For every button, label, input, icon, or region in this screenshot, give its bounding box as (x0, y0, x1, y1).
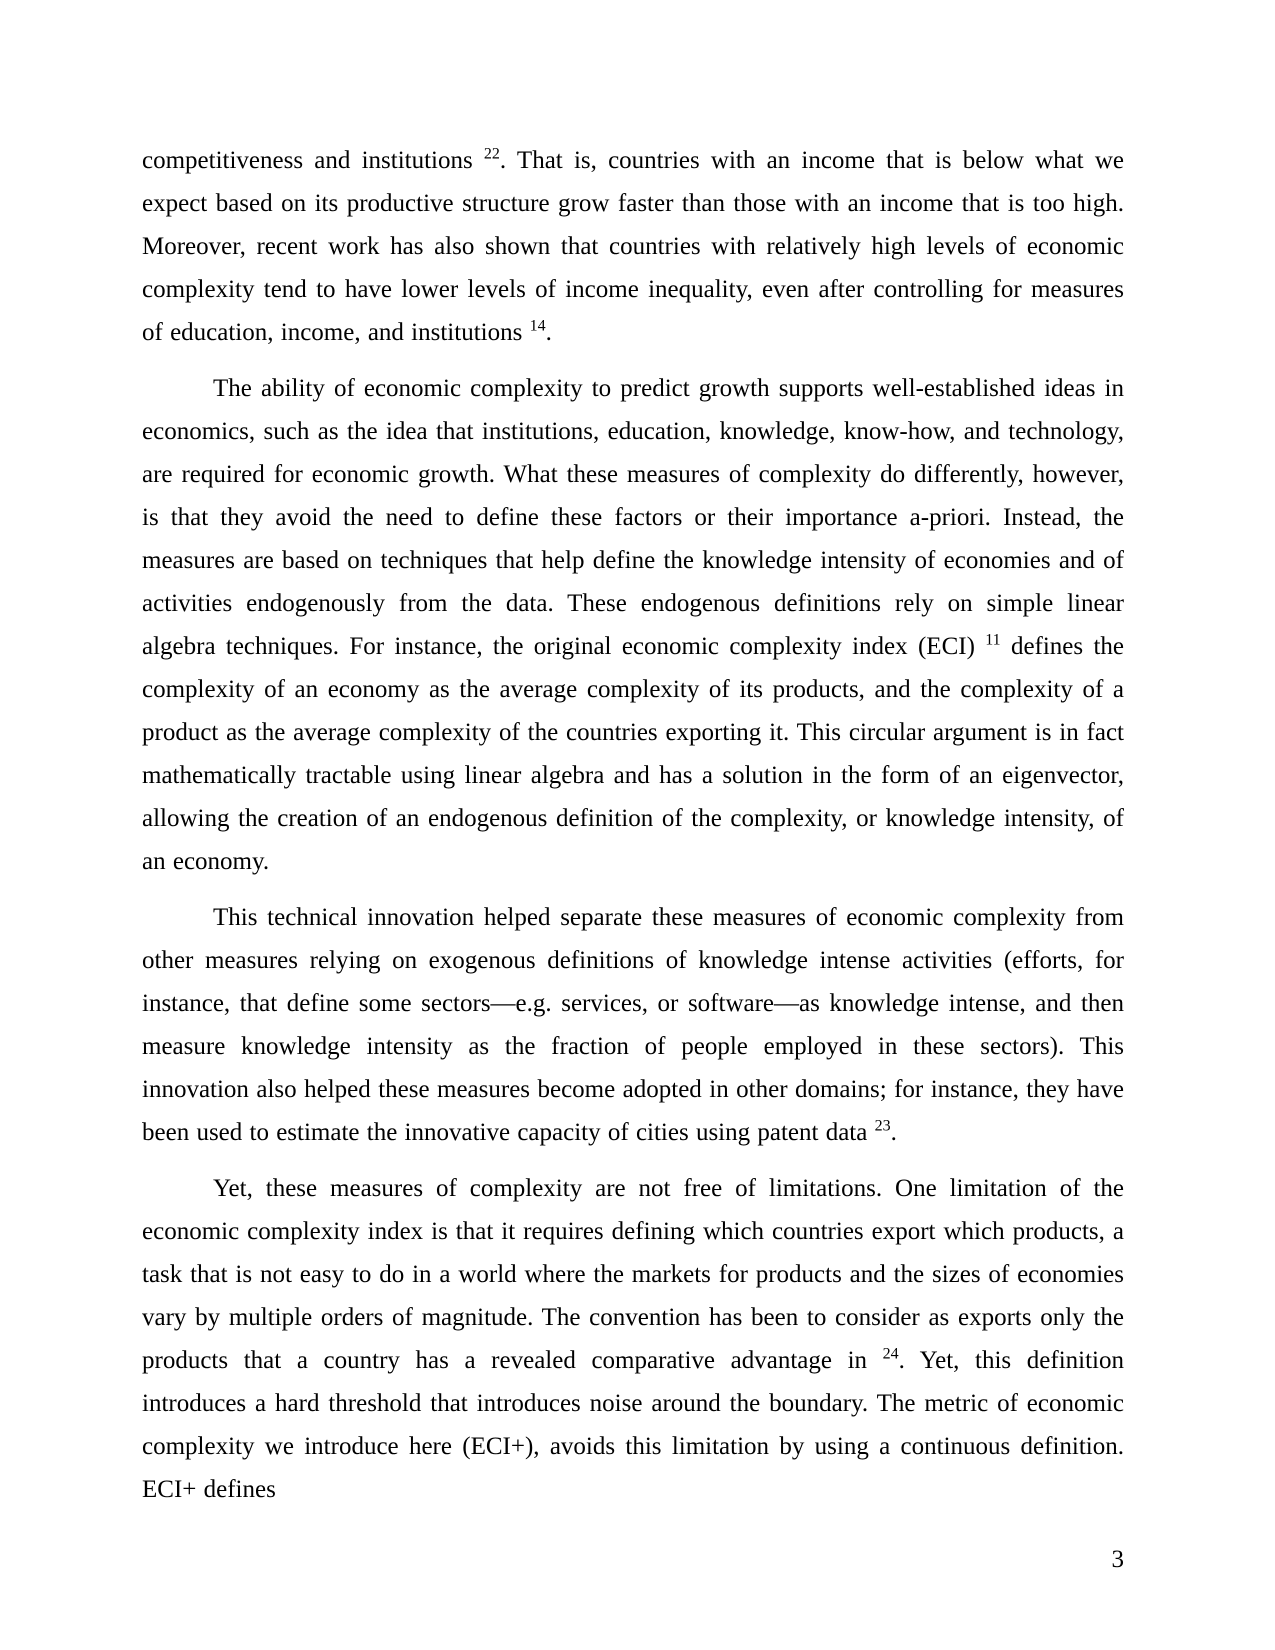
citation-ref: 11 (985, 631, 1001, 649)
citation-ref: 22 (483, 145, 500, 163)
page-footer (142, 1538, 1124, 1581)
text-segment: Yet, these measures of complexity are not free of limitations. One limitation of the economic complexity index is that it requires defining which countries export which products, a task that is not easy to do in a world where the markets for products and the sizes of economies vary by multiple orders of magnitude. The convention has been to consider as exports only the products that a country has a revealed comparative advantage in (142, 1175, 1124, 1374)
text-segment: . (545, 319, 552, 346)
citation-ref: 23 (874, 1117, 891, 1135)
paragraph (142, 896, 1124, 1154)
paragraph (142, 139, 1124, 354)
citation-ref: 24 (882, 1345, 899, 1363)
text-segment: . That is, countries with an income that is below what we expect based on its productive structure grow faster than those with an income that is too high. Moreover, recent work has also shown that countries with relatively high levels of economic complexity tend to have lower levels of income inequality, even after controlling for measures of education, income, and institutions (142, 147, 1124, 346)
text-segment: competitiveness and institutions (142, 147, 484, 174)
text-content (142, 139, 1124, 1524)
citation-ref: 14 (529, 317, 546, 335)
text-segment: defines the complexity of an economy as the average complexity of its products, and the complexity of a product as the average complexity of the countries exporting it. This circular argument is in fact mathematically tractable using linear algebra and has a solution in the form of an eigenvector, allowing the creation of an endogenous definition of the complexity, or knowledge intensity, of an economy. (142, 633, 1124, 875)
text-segment: This technical innovation helped separate these measures of economic complexity from other measures relying on exogenous definitions of knowledge intense activities (efforts, for instance, that define some sectors—e.g. services, or software—as knowledge intense, and then measure knowledge intensity as the fraction of people employed in these sectors). This innovation also helped these measures become adopted in other domains; for instance, they have been used to estimate the innovative capacity of cities using patent data (142, 904, 1124, 1146)
paragraph (142, 1167, 1124, 1511)
text-segment: . Yet, this definition introduces a hard threshold that introduces noise around the boundary. The metric of economic complexity we introduce here (ECI+), avoids this limitation by using a continuous definition. ECI+ defines (142, 1347, 1124, 1503)
text-segment: . (890, 1119, 897, 1146)
text-segment: The ability of economic complexity to predict growth supports well-established ideas in economics, such as the idea that institutions, education, knowledge, know-how, and technology, are required for economic growth. What these measures of complexity do differently, however, is that they avoid the need to define these factors or their importance a-priori. Instead, the measures are based on techniques that help define the knowledge intensity of economies and of activities endogenously from the data. These endogenous definitions rely on simple linear algebra techniques. For instance, the original economic complexity index (ECI) (142, 375, 1124, 660)
paragraph (142, 367, 1124, 883)
page-number: 3 (1111, 1546, 1124, 1573)
